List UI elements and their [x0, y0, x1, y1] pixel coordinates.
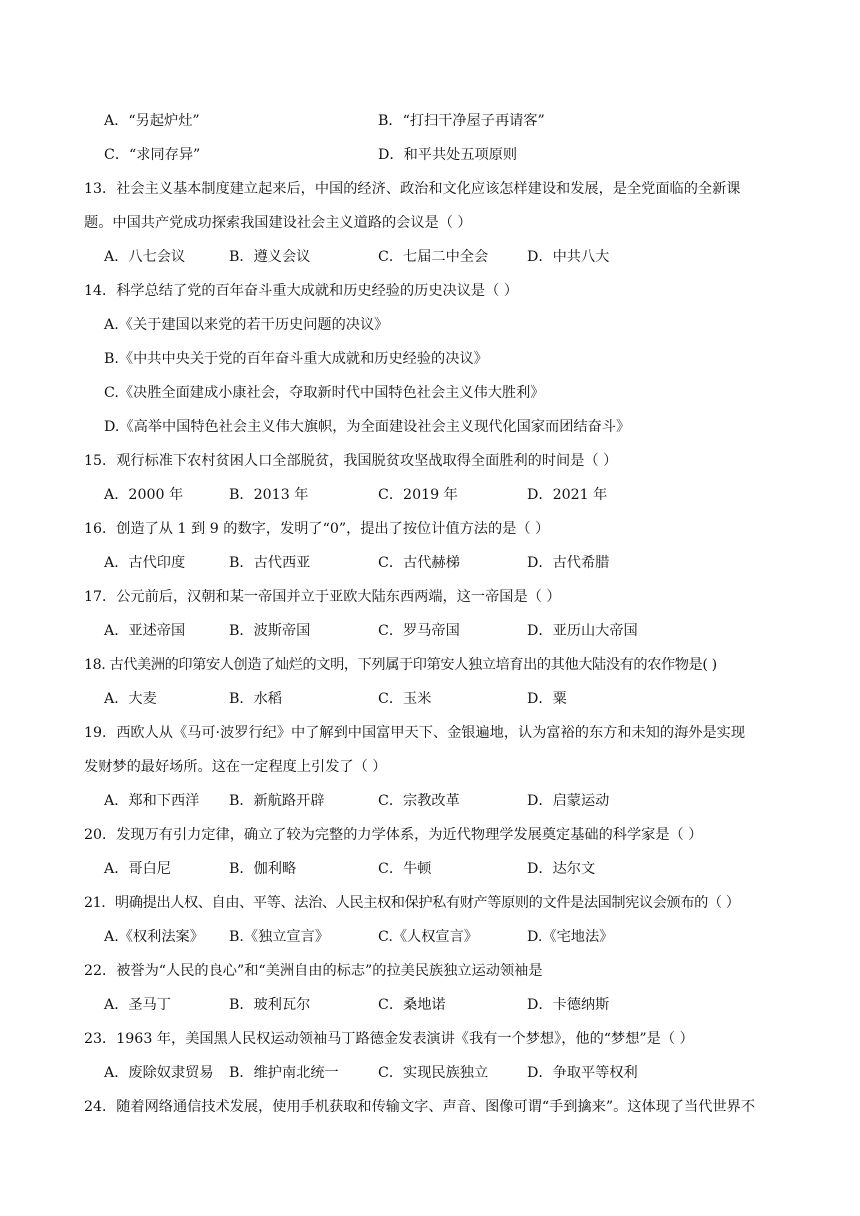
q21-option-a: A.《权利法案》 [104, 929, 204, 945]
q23-stem: 23．1963 年，美国黑人民权运动领袖马丁路德金发表演讲《我有一个梦想》，他的“梦想”是（ ） [84, 1031, 694, 1047]
q20-option-c: C．牛顿 [378, 861, 432, 877]
q18-option-b: B．水稻 [229, 691, 282, 707]
q19-stem-line-1: 19．西欧人从《马可·波罗行纪》中了解到中国富甲天下、金银遍地，认为富裕的东方和未知的海外是实现 [84, 725, 746, 741]
q19-stem-line-2: 发财梦的最好场所。这在一定程度上引发了（ ） [84, 759, 387, 775]
q22-stem: 22．被誉为“人民的良心”和“美洲自由的标志”的拉美民族独立运动领袖是 [84, 963, 543, 979]
q20-option-a: A．哥白尼 [104, 861, 171, 877]
q13-option-d: D．中共八大 [527, 249, 610, 265]
q18-option-d: D．粟 [527, 691, 567, 707]
q15-option-c: C．2019 年 [378, 487, 458, 503]
q15-stem: 15．观行标准下农村贫困人口全部脱贫，我国脱贫攻坚战取得全面胜利的时间是（ ） [84, 453, 618, 469]
q13-stem-line-2: 题。中国共产党成功探索我国建设社会主义道路的会议是（ ） [84, 215, 472, 231]
q12-option-a: A．“另起炉灶” [104, 113, 200, 129]
q20-option-d: D．达尔文 [527, 861, 596, 877]
q20-stem: 20．发现万有引力定律，确立了较为完整的力学体系，为近代物理学发展奠定基础的科学家是（ ） [84, 827, 703, 843]
q22-option-b: B．玻利瓦尔 [229, 997, 311, 1013]
q18-option-c: C．玉米 [378, 691, 432, 707]
q24-stem-line-1: 24．随着网络通信技术发展，使用手机获取和传输文字、声音、图像可谓“手到擒来”。这体现了当代世界不 [84, 1099, 756, 1115]
q15-option-b: B．2013 年 [229, 487, 309, 503]
q14-stem: 14．科学总结了党的百年奋斗重大成就和历史经验的历史决议是（ ） [84, 283, 519, 299]
q23-option-d: D．争取平等权利 [527, 1065, 638, 1081]
q14-option-d: D.《高举中国特色社会主义伟大旗帜，为全面建设社会主义现代化国家而团结奋斗》 [104, 419, 631, 435]
q16-stem: 16．创造了从 1 到 9 的数字，发明了“0”，提出了按位计值方法的是（ ） [84, 521, 550, 537]
q14-option-b: B.《中共中央关于党的百年奋斗重大成就和历史经验的决议》 [104, 351, 488, 367]
q17-option-a: A．亚述帝国 [104, 623, 186, 639]
q15-option-d: D．2021 年 [527, 487, 608, 503]
q21-option-b: B.《独立宣言》 [229, 929, 330, 945]
q17-option-b: B．波斯帝国 [229, 623, 311, 639]
q23-option-b: B．维护南北统一 [229, 1065, 339, 1081]
q21-option-c: C.《人权宣言》 [378, 929, 478, 945]
q22-option-c: C．桑地诺 [378, 997, 446, 1013]
q17-option-c: C．罗马帝国 [378, 623, 460, 639]
q20-option-b: B．伽利略 [229, 861, 297, 877]
q23-option-a: A．废除奴隶贸易 [104, 1065, 214, 1081]
q16-option-b: B．古代西亚 [229, 555, 311, 571]
q19-option-b: B．新航路开辟 [229, 793, 325, 809]
q16-option-d: D．古代希腊 [527, 555, 610, 571]
q19-option-d: D．启蒙运动 [527, 793, 610, 809]
q18-stem: 18. 古代美洲的印第安人创造了灿烂的文明，下列属于印第安人独立培育出的其他大陆没有的农作物是( ) [84, 657, 717, 673]
q12-option-b: B．“打扫干净屋子再请客” [378, 113, 545, 129]
q22-option-d: D．卡德纳斯 [527, 997, 610, 1013]
q17-option-d: D．亚历山大帝国 [527, 623, 638, 639]
q21-stem: 21．明确提出人权、自由、平等、法治、人民主权和保护私有财产等原则的文件是法国制宪议会颁布的（ ） [84, 895, 740, 911]
q13-option-b: B．遵义会议 [229, 249, 311, 265]
q19-option-c: C．宗教改革 [378, 793, 460, 809]
q14-option-c: C.《决胜全面建成小康社会，夺取新时代中国特色社会主义伟大胜利》 [104, 385, 545, 401]
q12-option-c: C．“求同存异” [104, 147, 201, 163]
q19-option-a: A．郑和下西洋 [104, 793, 200, 809]
q16-option-c: C．古代赫梯 [378, 555, 460, 571]
q15-option-a: A．2000 年 [104, 487, 184, 503]
q22-option-a: A．圣马丁 [104, 997, 171, 1013]
q14-option-a: A.《关于建国以来党的若干历史问题的决议》 [104, 317, 389, 333]
q16-option-a: A．古代印度 [104, 555, 186, 571]
q21-option-d: D.《宅地法》 [527, 929, 614, 945]
q13-stem-line-1: 13．社会主义基本制度建立起来后，中国的经济、政治和文化应该怎样建设和发展，是全党面临的全新课 [84, 181, 741, 197]
q23-option-c: C．实现民族独立 [378, 1065, 489, 1081]
q17-stem: 17．公元前后，汉朝和某一帝国并立于亚欧大陆东西两端，这一帝国是（ ） [84, 589, 561, 605]
q13-option-a: A．八七会议 [104, 249, 186, 265]
q13-option-c: C．七届二中全会 [378, 249, 489, 265]
q18-option-a: A．大麦 [104, 691, 157, 707]
q12-option-d: D．和平共处五项原则 [378, 147, 518, 163]
